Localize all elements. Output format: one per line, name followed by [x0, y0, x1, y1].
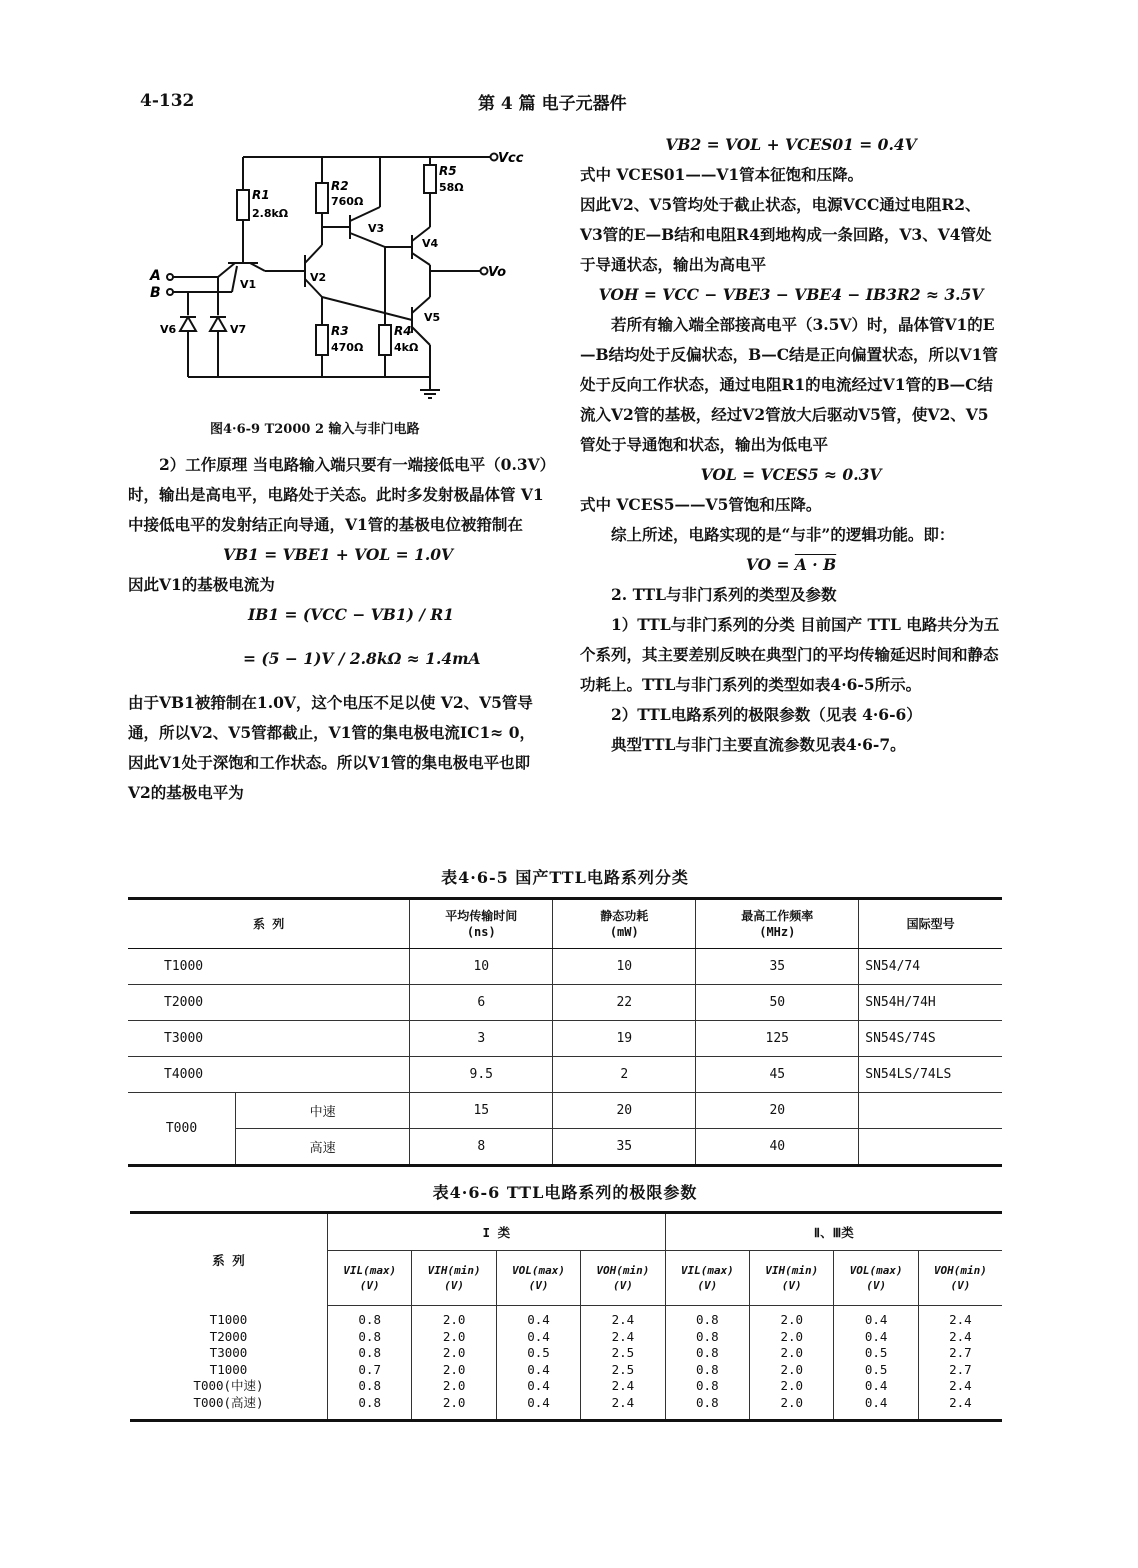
v4-label: V4	[422, 237, 439, 250]
r4-value: 4kΩ	[394, 341, 419, 354]
table6-cell: 0.4	[834, 1395, 918, 1421]
table6-cell: 0.8	[665, 1345, 749, 1362]
v7-label: V7	[230, 323, 247, 336]
table6-subheader: VIL(max) (V)	[665, 1251, 749, 1306]
table6-cell: 0.4	[496, 1329, 580, 1346]
figure-caption: 图4·6-9 T2000 2 输入与非门电路	[210, 422, 420, 437]
paragraph-vces5: 式中 VCES5——V5管饱和压降。	[580, 495, 822, 514]
table6-cell: 0.8	[665, 1329, 749, 1346]
r5-label: R5	[439, 164, 457, 178]
table6-title: 表4·6-6 TTL电路系列的极限参数	[432, 1183, 698, 1202]
table6-cell: 2.4	[581, 1378, 665, 1395]
table6-cell: 2.4	[581, 1395, 665, 1421]
input-a-label: A	[150, 268, 161, 284]
paragraph-all-high: 若所有输入端全部接高电平（3.5V）时，晶体管V1的E—B结均处于反偏状态，B—C结是正向偏置状态，所以V1管处于反向工作状态，通过电阻R1的电流经过V1管的B—C结流入V2管的基极，经过V2管放大后驱动V5管，使V2、V5管处于导通饱和状态，输出为低电平	[580, 315, 998, 454]
table5-row	[128, 1057, 1002, 1093]
table6-cell-series: T000(中速)	[193, 1378, 264, 1393]
table6-cell: 0.4	[496, 1362, 580, 1379]
paragraph-vces01: 式中 VCES01——V1管本征饱和压降。	[580, 165, 864, 184]
table5-header-row	[128, 899, 1002, 949]
equation-voh: VOH = VCC − VBE3 − VBE4 − IB3R2 ≈ 3.5V	[598, 285, 984, 304]
table6-cell: 0.8	[665, 1362, 749, 1379]
table6-subheader: VIH(min) (V)	[412, 1251, 496, 1306]
table6-subheader: VOH(min) (V)	[581, 1251, 665, 1306]
table6-cell: 2.0	[750, 1345, 834, 1362]
table6-cell: 0.5	[834, 1345, 918, 1362]
r1-label: R1	[252, 188, 270, 202]
table5-header-power: 静态功耗 (mW)	[553, 899, 696, 949]
table5-cell: SN54LS/74LS	[859, 1057, 1002, 1093]
page-number: 4-132	[140, 91, 195, 111]
table6-row	[130, 1306, 1002, 1329]
paragraph-nand-summary: 综上所述，电路实现的是“与非”的逻辑功能。即：	[611, 525, 955, 544]
table6-cell-series: T1000	[209, 1311, 248, 1327]
table5-cell-speed: 高速	[236, 1129, 410, 1166]
table5-header-intl: 国际型号	[859, 899, 1002, 949]
table5-row	[128, 1021, 1002, 1057]
r5-value: 58Ω	[439, 181, 464, 194]
table6-cell: 0.4	[834, 1306, 918, 1329]
table6-cell: 2.0	[412, 1345, 496, 1362]
paragraph-working-principle: 2）工作原理 当电路输入端只要有一端接低电平（0.3V）时，输出是高电平，电路处于关态。此时多发射极晶体管 V1 中接低电平的发射结正向导通，V1管的基极电位被箝制在	[128, 455, 548, 534]
table6-cell: 0.4	[496, 1306, 580, 1329]
table5-cell: 2	[553, 1057, 696, 1093]
table5-cell: 35	[696, 949, 859, 985]
table6-cell: 0.4	[834, 1329, 918, 1346]
table6-cell: 2.4	[918, 1329, 1002, 1346]
page-header-title: 第 4 篇 电子元器件	[478, 94, 627, 114]
left-column	[128, 450, 548, 808]
table6-cell: 2.0	[412, 1362, 496, 1379]
equation-nand-lhs: VO =	[745, 555, 795, 574]
table6-cell: 2.0	[412, 1306, 496, 1329]
v3-label: V3	[368, 222, 385, 235]
table5-header-frequency: 最高工作频率 (MHz)	[696, 899, 859, 949]
r1-value: 2.8kΩ	[252, 207, 289, 220]
equation-nand	[580, 550, 1002, 580]
table6-cell: 2.0	[750, 1395, 834, 1421]
table5-row-t000	[128, 1129, 1002, 1166]
table5-cell-series: T2000	[128, 985, 410, 1021]
table6-cell: 2.5	[581, 1345, 665, 1362]
table6-cell: 0.4	[834, 1378, 918, 1395]
table6-cell: 0.4	[496, 1395, 580, 1421]
v6-label: V6	[160, 323, 177, 336]
table6-cell: 0.8	[665, 1395, 749, 1421]
table6-cell: 2.5	[581, 1362, 665, 1379]
table5-cell: 20	[553, 1093, 696, 1129]
table5-cell: SN54H/74H	[859, 985, 1002, 1021]
table6-cell-series: T000(高速)	[193, 1394, 264, 1410]
table6-cell: 0.7	[328, 1362, 412, 1379]
table6-cell: 2.0	[750, 1306, 834, 1329]
table5-cell: SN54S/74S	[859, 1021, 1002, 1057]
table6-cell: 2.4	[918, 1395, 1002, 1421]
table6-header-class2: Ⅱ、Ⅲ类	[665, 1213, 1002, 1251]
table5-cell: 10	[553, 949, 696, 985]
table5-cell-series: T3000	[128, 1021, 410, 1057]
vo-label: Vo	[488, 265, 507, 280]
table6-subheader: VOH(min) (V)	[918, 1251, 1002, 1306]
table6-cell: 2.0	[750, 1362, 834, 1379]
r4-label: R4	[394, 324, 412, 338]
table6-row	[130, 1345, 1002, 1362]
table6-row	[130, 1395, 1002, 1421]
table5-cell-series: T000	[128, 1093, 236, 1166]
table5-header-series: 系 列	[128, 899, 410, 949]
equation-ib1: IB1 = (VCC − VB1) / R1	[248, 605, 455, 624]
table6-cell: 2.7	[918, 1362, 1002, 1379]
table5-header-delay: 平均传输时间 (ns)	[410, 899, 553, 949]
table5-cell-speed: 中速	[236, 1093, 410, 1129]
v5-label: V5	[424, 311, 441, 324]
table5-cell: 125	[696, 1021, 859, 1057]
paragraph-ttl-dc-params: 典型TTL与非门主要直流参数见表4·6-7。	[611, 735, 906, 754]
input-b-label: B	[150, 285, 161, 301]
table5-cell: 35	[553, 1129, 696, 1166]
table6-cell: 0.5	[496, 1345, 580, 1362]
table6-cell: 2.4	[581, 1306, 665, 1329]
r3-label: R3	[331, 324, 349, 338]
equation-vb2: VB2 = VOL + VCES01 = 0.4V	[665, 135, 917, 154]
section-heading-ttl-types: 2. TTL与非门系列的类型及参数	[611, 585, 837, 604]
table6-cell: 0.8	[328, 1306, 412, 1329]
table6-cell: 2.0	[750, 1378, 834, 1395]
table6-cell: 0.8	[328, 1329, 412, 1346]
table6-cell: 0.8	[665, 1378, 749, 1395]
table6-header-series: 系 列	[212, 1252, 245, 1268]
table6-cell: 2.0	[750, 1329, 834, 1346]
table6-cell: 2.0	[412, 1395, 496, 1421]
table6-cell: 2.7	[918, 1345, 1002, 1362]
table6-cell: 2.4	[581, 1329, 665, 1346]
table5-row-t000	[128, 1093, 1002, 1129]
vcc-label: Vcc	[498, 151, 524, 166]
right-column	[580, 130, 1002, 760]
table6-cell: 0.5	[834, 1362, 918, 1379]
table5-cell: 45	[696, 1057, 859, 1093]
table6	[130, 1211, 1002, 1422]
table5	[128, 897, 1002, 1167]
v2-label: V2	[310, 271, 327, 284]
table6-row	[130, 1329, 1002, 1346]
table6-cell: 0.4	[496, 1378, 580, 1395]
r3-value: 470Ω	[331, 341, 364, 354]
table5-cell: 22	[553, 985, 696, 1021]
paragraph-base-current: 因此V1的基极电流为	[128, 575, 275, 594]
paragraph-v1-saturation: 由于VB1被箝制在1.0V，这个电压不足以使 V2、V5管导通，所以V2、V5管都截止，V1管的集电极电流IC1≈ 0，因此V1处于深饱和工作状态。所以V1管的集电极电平也即V2的基极电平为	[128, 693, 535, 802]
table6-cell: 0.8	[328, 1378, 412, 1395]
table6-cell: 2.4	[918, 1306, 1002, 1329]
table6-cell: 2.0	[412, 1378, 496, 1395]
table5-cell	[859, 1129, 1002, 1166]
table5-row	[128, 949, 1002, 985]
table6-cell: 0.8	[665, 1306, 749, 1329]
r2-label: R2	[331, 179, 349, 193]
equation-vb1: VB1 = VBE1 + VOL = 1.0V	[222, 545, 454, 564]
table6-subheader: VOL(max) (V)	[496, 1251, 580, 1306]
table6-cell-series: T3000	[209, 1345, 248, 1360]
r2-value: 760Ω	[331, 195, 364, 208]
table6-subheader: VIL(max) (V)	[328, 1251, 412, 1306]
table5-cell: 20	[696, 1093, 859, 1129]
table5-cell: 40	[696, 1129, 859, 1166]
table5-cell: 8	[410, 1129, 553, 1166]
table5-row	[128, 985, 1002, 1021]
circuit-diagram	[140, 135, 560, 410]
table6-header-row-1	[130, 1213, 1002, 1251]
v1-label: V1	[240, 278, 257, 291]
table6-subheader: VIH(min) (V)	[750, 1251, 834, 1306]
table6-row	[130, 1362, 1002, 1379]
table6-subheader: VOL(max) (V)	[834, 1251, 918, 1306]
table5-cell: 10	[410, 949, 553, 985]
table5-cell: 15	[410, 1093, 553, 1129]
paragraph-ttl-limits: 2）TTL电路系列的极限参数（见表 4·6-6）	[611, 705, 922, 724]
paragraph-ttl-classification: 1）TTL与非门系列的分类 目前国产 TTL 电路共分为五个系列，其主要差别反映在典型门的平均传输延迟时间和静态功耗上。TTL与非门系列的类型如表4·6-5所示。	[580, 615, 1000, 694]
table5-cell-series: T4000	[128, 1057, 410, 1093]
table6-cell: 2.0	[412, 1329, 496, 1346]
table5-cell: 3	[410, 1021, 553, 1057]
table5-cell: 9.5	[410, 1057, 553, 1093]
table6-cell: 0.8	[328, 1395, 412, 1421]
table5-title: 表4·6-5 国产TTL电路系列分类	[441, 868, 689, 887]
table6-cell-series: T1000	[209, 1361, 248, 1377]
table5-cell: 19	[553, 1021, 696, 1057]
paragraph-high-output: 因此V2、V5管均处于截止状态，电源VCC通过电阻R2、V3管的E—B结和电阻R4到地构成一条回路，V3、V4管处于导通状态，输出为高电平	[580, 195, 992, 274]
table6-row	[130, 1378, 1002, 1395]
equation-ib1-value: = (5 − 1)V / 2.8kΩ ≈ 1.4mA	[243, 649, 481, 668]
table6-cell: 2.4	[918, 1378, 1002, 1395]
table6-cell: 0.8	[328, 1345, 412, 1362]
table5-cell: SN54/74	[859, 949, 1002, 985]
table6-cell-series: T2000	[209, 1328, 248, 1344]
table6-header-class1: I 类	[328, 1213, 666, 1251]
equation-vol: VOL = VCES5 ≈ 0.3V	[700, 465, 882, 484]
table5-cell	[859, 1093, 1002, 1129]
equation-nand-rhs: A · B	[794, 555, 837, 574]
table5-cell-series: T1000	[128, 949, 410, 985]
table5-cell: 6	[410, 985, 553, 1021]
table5-cell: 50	[696, 985, 859, 1021]
